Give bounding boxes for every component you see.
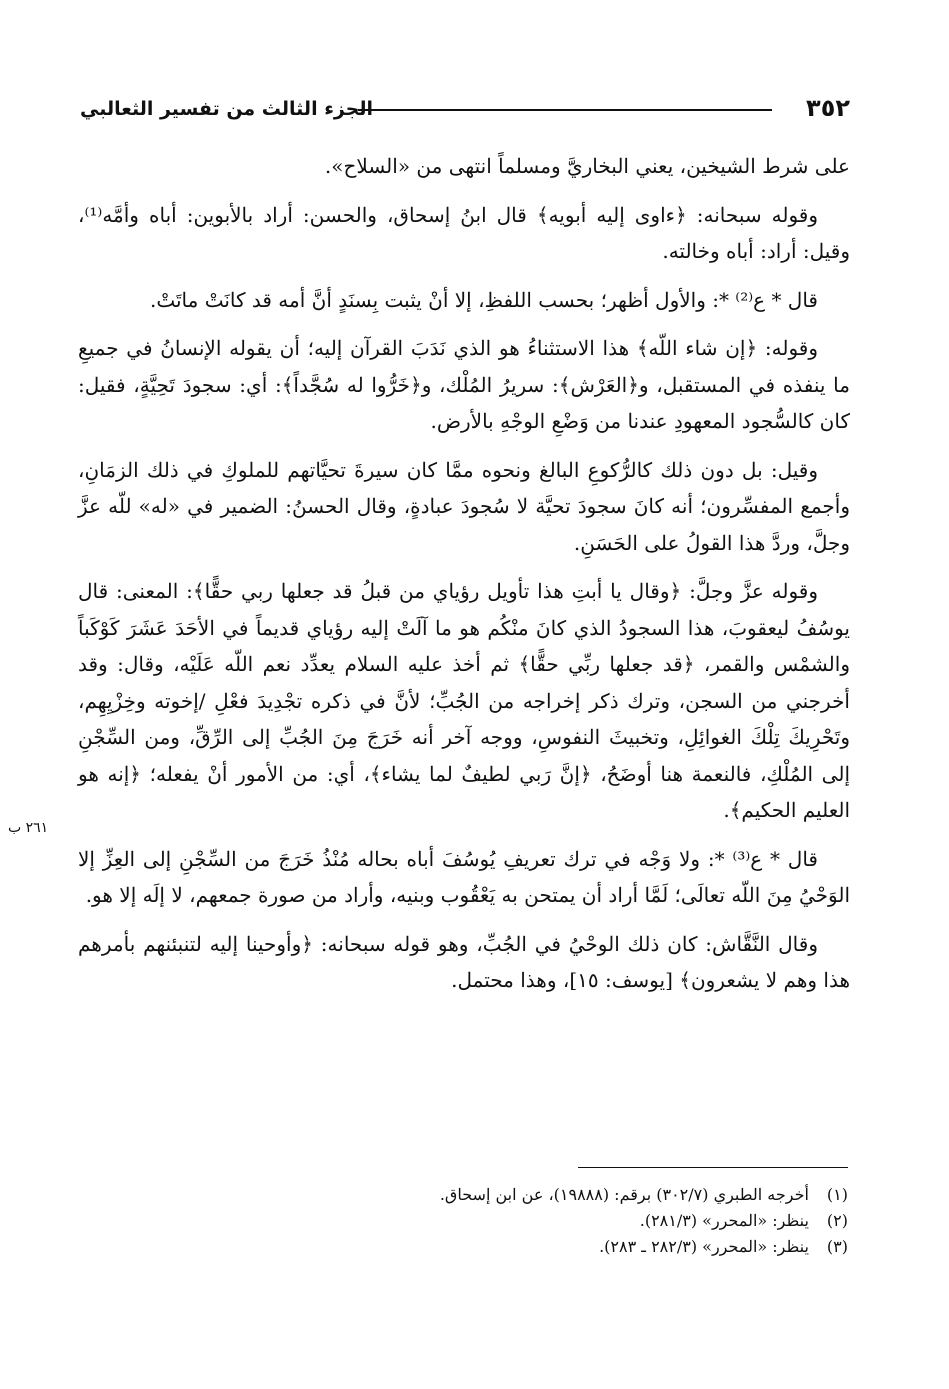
footnote: [300, 1234, 848, 1260]
footnote-rule: [578, 1167, 848, 1168]
page-header: [80, 92, 850, 132]
paragraph: وقوله سبحانه: ﴿ءاوى إليه أبويه﴾ قال ابنُ إسحاق، والحسن: أراد بالأبوين: أباه وأمَّه⁽¹⁾، وقيل: أراد: أباه وخالته.: [78, 202, 850, 263]
footnote-number: (٣): [826, 1237, 848, 1256]
main-text: [78, 148, 850, 1011]
footnotes: [300, 1182, 848, 1260]
paragraph: وقوله عزَّ وجلَّ: ﴿وقال يا أبتِ هذا تأويل رؤياي من قبلُ قد جعلها ربي حقًّا﴾: المعنى: قال يوسُفُ ليعقوبَ، هذا السجودُ الذي كانَ منْكُم هو ما آلَتْ إليه رؤياي قديماً في الأحَدَ عَشَرَ كَوْكَباً والشمْس والقمر، ﴿قد جعلها ربِّي حقًّا﴾ ثم أخذ عليه السلام يعدِّد نعم اللّه عَلَيْه، وقال: وقد أخرجني من السجن، وترك ذكر إخراجه من الجُبِّ؛ لأنَّ في ذكره تجْدِيدَ فعْلِ /إخوته وخِزْيِهِم، وتَحْرِيكَ تِلْكَ الغوائِلِ، وتخبيثَ النفوسِ، ووجه آخر أنه خَرَجَ مِنَ الجُبِّ إلى الرِّقِّ، ومن السِّجْنِ إلى المُلْكِ، فالنعمة هنا أوضَحُ، ﴿إنَّ رَبي لطيفٌ لما يشاء﴾، أي: من الأمور أنْ يفعله؛ ﴿إنه هو العليم الحكيم﴾.: [78, 579, 850, 822]
running-title: الجزء الثالث من تفسير الثعالبي: [80, 98, 374, 120]
footnote-text: أخرجه الطبري (٣٠٢/٧) برقم: (١٩٨٨٨)، عن ابن إسحاق.: [439, 1185, 809, 1204]
paragraph: قال * ع⁽³⁾ *: ولا وَجْه في ترك تعريفِ يُوسُفَ أباه بحاله مُنْذُ خَرَجَ من السِّجْنِ إلى العِزِّ إلا الوَحْيُ مِنَ اللّه تعالَى؛ لَمَّا أراد أن يمتحن به يَعْقُوب وبنيه، وأراد من صورة جمعهم، لا إلَه إلا هو.: [78, 846, 850, 907]
footnote-number: (١): [826, 1185, 848, 1204]
footnote-text: ينظر: «المحرر» (٢٨١/٣).: [639, 1211, 809, 1230]
page-number: ٣٥٢: [806, 94, 850, 122]
paragraph: وقيل: بل دون ذلك كالرُّكوعِ البالغ ونحوه ممَّا كان سيرةَ تحيَّاتهم للملوكِ في ذلك الزمَانِ، وأجمع المفسِّرون؛ أنه كانَ سجودَ تحيَّة لا سُجودَ عبادةٍ، وقال الحسنُ: الضمير في «له» للّه عزَّ وجلَّ، وردَّ هذا القولُ على الحَسَنِ.: [78, 457, 850, 555]
header-rule: [358, 109, 772, 111]
manuscript-folio-note: ٢٦١ ب: [8, 820, 49, 836]
footnote: [300, 1182, 848, 1208]
footnote-number: (٢): [826, 1211, 848, 1230]
footnote: [300, 1208, 848, 1234]
paragraph: وقال النَّقَّاش: كان ذلك الوحْيُ في الجُبِّ، وهو قوله سبحانه: ﴿وأوحينا إليه لتنبئنهم بأمرهم هذا وهم لا يشعرون﴾ [يوسف: ١٥]، وهذا محتمل.: [78, 931, 850, 992]
paragraph: على شرط الشيخين، يعني البخاريَّ ومسلماً انتهى من «السلاح».: [324, 154, 850, 178]
paragraph: وقوله: ﴿إن شاء اللّه﴾ هذا الاستثناءُ هو الذي نَدَبَ القرآن إليه؛ أن يقوله الإنسانُ في جميعِ ما ينفذه في المستقبل، و﴿العَرْش﴾: سريرُ المُلْك، و﴿خَرُّوا له سُجَّداً﴾: أي: سجودَ تَحِيَّةٍ، فقيل: كان كالسُّجود المعهودِ عندنا من وَضْعِ الوجْهِ بالأرض.: [78, 336, 850, 433]
paragraph: قال * ع⁽²⁾ *: والأول أظهر؛ بحسب اللفظِ، إلا أنْ يثبت بِسنَدٍ أنَّ أمه قد كانَتْ ماتَتْ.: [149, 287, 818, 312]
footnote-text: ينظر: «المحرر» (٢٨٢/٣ ـ ٢٨٣).: [599, 1237, 809, 1256]
